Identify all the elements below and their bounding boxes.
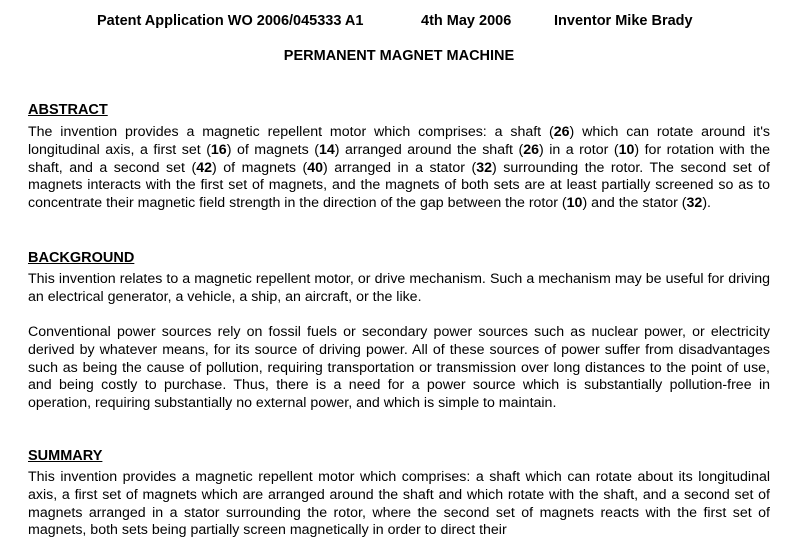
application-number: Patent Application WO 2006/045333 A1 [97,13,364,29]
reference-number: 26 [523,141,539,158]
background-paragraph-1: This invention relates to a magnetic repellent motor, or drive mechanism. Such a mechanism may be useful for driving an electrical generator, a vehicle, a ship, an aircraft, or the like. [28,271,770,305]
abstract-paragraph [28,124,770,213]
reference-number: 10 [566,195,583,212]
abstract-text: ) of magnets ( [212,159,308,176]
reference-number: 26 [553,124,570,140]
summary-heading: SUMMARY [28,448,103,464]
reference-number: 32 [686,195,703,212]
reference-number: 14 [318,141,335,158]
summary-paragraph: This invention provides a magnetic repellent motor which comprises: a shaft which can rotate about its longitudinal axis, a first set of magnets which are arranged around the shaft and which rotate with the shaft, and a second set of magnets arranged in a stator surrounding the rotor, where the second set of magnets reacts with the first set of magnets, both sets being partially screen magnetically in order to direct their [28,469,770,539]
publication-date: 4th May 2006 [421,13,512,29]
background-heading: BACKGROUND [28,250,135,266]
inventor-name: Inventor Mike Brady [554,13,693,29]
abstract-text: ) surrounding the rotor. The second set of magnets interacts with the first set of magnets, and the magnets of both sets are at least partially screened so as to concentrate their magnetic field strength in the direction of the gap between the rotor ( [28,159,770,212]
abstract-text: ) which can rotate around it's longitudinal axis, a first set ( [28,124,771,158]
abstract-text: ) and the stator ( [582,195,687,212]
abstract-text: ) arranged around the shaft ( [334,141,524,158]
reference-number: 32 [476,159,493,176]
reference-number: 16 [210,141,227,158]
document-title: PERMANENT MAGNET MACHINE [283,48,515,64]
abstract-text: The invention provides a magnetic repellent motor which comprises: a shaft ( [28,124,554,140]
reference-number: 10 [618,141,635,158]
background-paragraph-2: Conventional power sources rely on fossil fuels or secondary power sources such as nuclear power, or electricity derived by whatever means, for its source of driving power. All of these sources of power suffer from disadvantages such as being the cause of pollution, requiring transportation or transmission over long distances to the point of use, and being costly to purchase. Thus, there is a need for a power source which is substantially pollution-free in operation, requiring substantially no external power, and which is simple to maintain. [28,324,770,412]
abstract-heading: ABSTRACT [28,102,108,118]
reference-number: 42 [196,159,212,176]
abstract-text: ) in a rotor ( [538,141,619,158]
reference-number: 40 [307,159,324,176]
abstract-text: ) for rotation with the shaft, and a second set ( [28,141,770,176]
abstract-text: ) of magnets ( [226,141,319,158]
abstract-text: ). [702,195,711,212]
abstract-text: ) arranged in a stator ( [323,159,477,176]
document-header [28,13,770,31]
